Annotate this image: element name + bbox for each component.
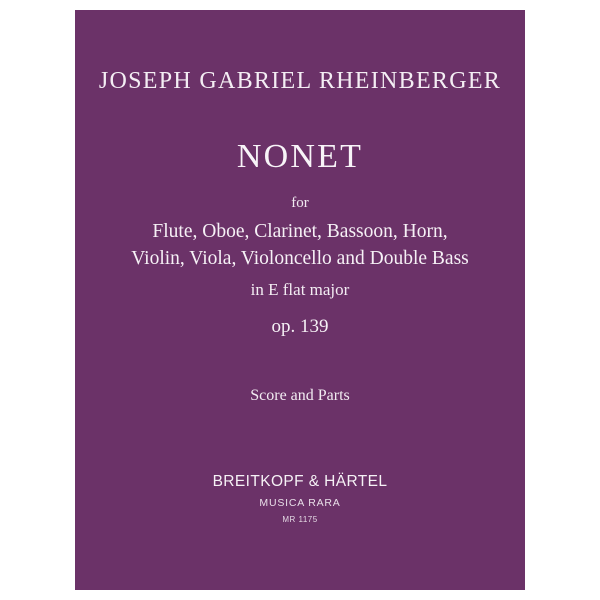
plate-number: MR 1175 (282, 515, 318, 524)
opus-number: op. 139 (271, 316, 329, 337)
imprint-name: MUSICA RARA (259, 497, 341, 509)
composer-name: JOSEPH GABRIEL RHEINBERGER (98, 68, 502, 94)
publisher-name: BREITKOPF & HÄRTEL (212, 473, 388, 490)
edition-type: Score and Parts (250, 387, 350, 404)
instrumentation-line-2: Violin, Viola, Violoncello and Double Bass (131, 248, 469, 269)
key-signature-text: in E flat major (250, 280, 350, 299)
work-title: NONET (236, 138, 364, 175)
for-label: for (291, 195, 309, 211)
instrumentation (75, 218, 525, 272)
score-cover (75, 10, 525, 590)
instrumentation-line-1: Flute, Oboe, Clarinet, Bassoon, Horn, (152, 221, 448, 242)
